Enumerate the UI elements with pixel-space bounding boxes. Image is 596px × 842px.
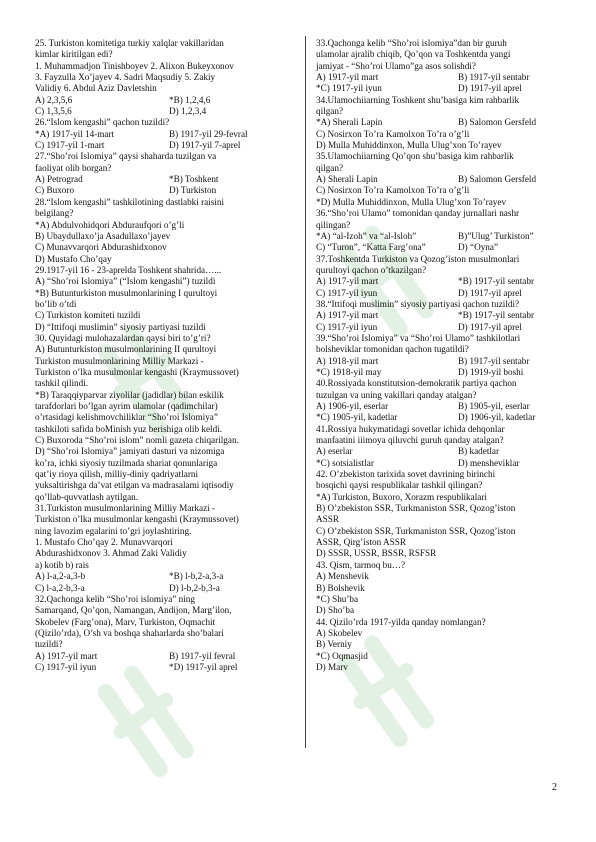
- text-line: tarafdorlari bo’lgan ayrim ulamolar (qadimchilar): [35, 401, 218, 411]
- text-line: 36.“Sho’roi Ulamo” tomonidan qanday jurnallari nashr: [316, 208, 520, 219]
- answer-row: [35, 106, 297, 117]
- answer-option: B) 1917-yil sentabr: [458, 355, 530, 366]
- text-line: 37.Toshkentda Turkiston va Qozog’iston musulmonlari: [316, 253, 520, 264]
- text-line: tashkil qilindi.: [35, 378, 89, 389]
- text-line: C) Nosirxon To’ra Kamolxon To’ra o’g’li: [316, 128, 470, 139]
- text-line: D) Sho’ba: [316, 605, 355, 616]
- answer-option: *B) 1,2,4,6: [169, 94, 211, 105]
- text-line: *A) Abdulvohidqori Abduraufqori o’g’li: [35, 219, 185, 230]
- text-line: D) “Ittifoqi muslimin” siyosiy partiyasi tuzildi: [35, 321, 206, 332]
- text-line: C) O’zbekiston SSR, Turkmaniston SSR, Qozog’iston: [316, 525, 516, 536]
- answer-row: [316, 401, 566, 412]
- text-line: qilingan?: [316, 219, 351, 230]
- text-line: 34.Ulamochiiarning Toshkent shu’basiga kim rahbarlik: [316, 94, 520, 105]
- text-line: C) Turkiston komiteti tuzildi: [35, 310, 141, 321]
- answer-option: *A) Sherali Lapin: [316, 117, 383, 128]
- answer-option: B) Salomon Gersfeld: [458, 174, 537, 185]
- answer-option: C) l-a,2-b,3-a: [35, 582, 85, 593]
- text-line: ning lavozim egalarini to’gri joylashtiring.: [35, 525, 192, 536]
- answer-row: [316, 83, 566, 94]
- text-line: 29.1917-yil 16 - 23-aprelda Toshkent shahrida…...: [35, 264, 222, 275]
- text-line: qat’iy rioya qilish, milliy-diniy qadriyatlarni: [35, 469, 199, 480]
- text-line: (Qizilo’rda), O’sh va boshqa shaharlarda sho’balari: [35, 627, 224, 638]
- answer-option: A) eserlar: [316, 446, 353, 457]
- text-line: 43. Qism, tarmoq bu…?: [316, 559, 406, 570]
- answer-option: *C) sotsialistlar: [316, 457, 374, 468]
- text-line: B) O’zbekiston SSR, Turkmaniston SSR, Qozog’iston: [316, 503, 516, 514]
- text-line: 25. Turkiston komitetiga turkiy xalqlar vakillaridan: [35, 38, 224, 48]
- answer-row: [316, 72, 566, 83]
- answer-option: *C) 1917-yil iyun: [316, 83, 382, 94]
- answer-option: C) “Turon”, “Katta Farg’ona”: [316, 242, 426, 253]
- text-line: ASSR: [316, 514, 339, 525]
- text-line: manfaatini iiimoya qiluvchi guruh qanday atalgan?: [316, 435, 504, 446]
- text-line: *B) Taraqqiyparvar ziyolilar (jadidlar) bilan eskilik: [35, 389, 224, 400]
- answer-option: D) 1917-yil aprel: [458, 83, 522, 94]
- answer-option: A) 1918-yil mart: [316, 355, 379, 366]
- text-line: A) Skobelev: [316, 627, 363, 638]
- text-line: qurultoyi qachon o’tkazilgan?: [316, 264, 427, 275]
- text-line: A) Menshevik: [316, 571, 369, 582]
- answer-option: *B) 1917-yil sentabr: [458, 276, 535, 287]
- answer-row: [35, 651, 297, 662]
- answer-option: B)”Ulug’ Turkiston”: [458, 230, 534, 241]
- text-line: D) “Sho’roi Islomiya” jamiyati dasturi va nizomiga: [35, 446, 225, 457]
- text-line: B) Bolshevik: [316, 582, 365, 593]
- answer-option: D) 1917-yil aprel: [458, 321, 522, 332]
- text-line: 32.Qachonga kelib “Sho’roi islomiya” ning: [35, 593, 195, 604]
- text-line: qo’llab-quvvatlash aytilgan.: [35, 491, 139, 502]
- right-column: [316, 38, 566, 673]
- answer-option: A) 2,3,5,6: [35, 94, 73, 105]
- answer-option: B) 1917-yil sentabr: [458, 72, 530, 83]
- text-line: 31.Turkiston musulmonlarining Milliy Markazi -: [35, 503, 216, 514]
- answer-option: D) mensheviklar: [458, 457, 520, 468]
- answer-option: C) Buxoro: [35, 185, 75, 196]
- text-line: bo’lib o’tdi: [35, 298, 77, 309]
- text-line: *D) Mulla Muhiddinxon, Mulla Ulug’xon To’rayev: [316, 196, 507, 207]
- answer-option: *C) 1905-yil, kadetlar: [316, 412, 398, 423]
- text-line: a) kotib b) rais: [35, 559, 89, 570]
- answer-option: C) 1917-yil iyun: [35, 661, 97, 672]
- answer-row: [35, 129, 297, 140]
- answer-row: [316, 310, 566, 321]
- text-line: belgilang?: [35, 208, 74, 219]
- text-line: 1. Mustafo Cho’qay 2. Munavvarqori: [35, 537, 173, 548]
- text-line: qilgan?: [316, 162, 344, 173]
- text-line: tuzildi?: [35, 639, 63, 650]
- answer-row: [316, 322, 566, 333]
- text-line: B) Verniy: [316, 639, 352, 650]
- left-column: [35, 38, 297, 673]
- answer-row: [316, 458, 566, 469]
- text-line: C) Buxoroda “Sho’roi islom” nomli gazeta chiqarilgan.: [35, 435, 239, 446]
- text-line: D) Mulla Muhiddinxon, Mulla Ulug’xon To’rayev: [316, 140, 502, 151]
- text-line: 42. O’zbekiston tarixida sovet davrining birinchi: [316, 469, 496, 480]
- text-line: tuzulgan va uning vakillari qanday atalgan?: [316, 389, 477, 400]
- text-line: Turkiston musulmonlarining Milliy Markazi -: [35, 355, 204, 366]
- answer-option: A) Petrograd: [35, 174, 83, 185]
- text-line: D) Marv: [316, 661, 348, 672]
- answer-option: A) 1917-yil mart: [316, 276, 379, 287]
- text-line: 35.Ulamochiiarning Qo’qon shu’basiga kim rahbarlik: [316, 151, 514, 162]
- answer-option: A) 1917-yil mart: [316, 310, 379, 321]
- text-line: Turkiston o’lka musulmonlar kengashi (Kraymussovet): [35, 514, 239, 525]
- text-line: A) Butunturkiston musulmonlarining II qurultoyi: [35, 344, 217, 355]
- text-line: A) “Sho’roi Islomiya” (“Islom kengashi”) tuzildi: [35, 276, 216, 287]
- text-line: 38.“Ittifoqi muslimin” siyosiy partiyasi qachon tuzildi?: [316, 298, 520, 309]
- answer-row: [316, 117, 566, 128]
- answer-option: A) 1917-yil mart: [316, 72, 379, 83]
- answer-option: B) 1917-yil fevral: [169, 650, 236, 661]
- answer-option: D) 1917-yil aprel: [458, 287, 522, 298]
- answer-option: D) l-b,2-b,3-a: [169, 582, 220, 593]
- answer-row: [35, 140, 297, 151]
- answer-row: [316, 446, 566, 457]
- text-line: *C) Shu’ba: [316, 593, 359, 604]
- answer-row: [316, 367, 566, 378]
- text-line: 39.“Sho’roi Islomiya” va “Sho’roi Ulamo” tashkilotlari: [316, 332, 521, 343]
- answer-row: [316, 356, 566, 367]
- text-line: ulamolar ajralib chiqib, Qo’qon va Toshkentda yangi: [316, 49, 511, 60]
- text-line: o’rtasidagi kelishmovchiliklar “Sho’roi Islomiya”: [35, 412, 218, 423]
- answer-option: A) 1906-yil, eserlar: [316, 401, 389, 411]
- text-line: jamiyat - “Sho’roi Ulamo”ga asos solishdi?: [316, 60, 476, 71]
- text-line: 3. Fayzulla Xo’jayev 4. Sadri Maqsudiy 5. Zakiy: [35, 72, 216, 83]
- answer-option: *A) 1917-yil 14-mart: [35, 128, 115, 139]
- column-divider: [305, 36, 306, 748]
- text-line: 40.Rossiyada konstitutsion-demokratik partiya qachon: [316, 378, 517, 389]
- text-line: 44. Qizilo’rda 1917-yilda qanday nomlangan?: [316, 616, 486, 627]
- answer-option: D) 1919-yil boshi: [458, 366, 524, 377]
- text-line: bolsheviklar tomonidan qachon tugatildi?: [316, 344, 469, 355]
- text-line: *A) Turkiston, Buxoro, Xorazm respublikalari: [316, 491, 487, 502]
- answer-option: B) 1905-yil, eserlar: [458, 401, 530, 411]
- text-line: bosqichi qaysi respublikalar tashkil qilingan?: [316, 480, 483, 491]
- text-line: 30. Quyidagi mulohazalardan qaysi biri to’g’ri?: [35, 332, 211, 343]
- answer-option: B) 1917-yil 29-fevral: [169, 128, 248, 139]
- answer-row: [316, 231, 566, 242]
- text-line: 27.“Sho’roi Islomiya” qaysi shaharda tuzilgan va: [35, 151, 217, 162]
- text-line: ko’ra, ichki siyosiy tuzilmada shariat qonunlariga: [35, 457, 218, 468]
- page-number: 2: [552, 782, 557, 793]
- answer-row: [316, 174, 566, 185]
- text-line: qilgan?: [316, 106, 344, 117]
- answer-option: A) 1917-yil mart: [35, 650, 98, 661]
- answer-option: *A) “al-Izoh” va “al-Isloh”: [316, 230, 417, 241]
- answer-option: *B) 1917-yil sentabr: [458, 310, 535, 321]
- answer-row: [35, 662, 297, 673]
- text-line: Validiy 6. Abdul Aziz Davletshin: [35, 83, 157, 94]
- answer-option: D) Turkiston: [169, 185, 217, 196]
- text-line: 33.Qachonga kelib “Sho’roi islomiya”dan bir guruh: [316, 38, 507, 48]
- text-line: Samarqand, Qo’qon, Namangan, Andijon, Marg’ilon,: [35, 605, 232, 616]
- answer-option: C) 1917-yil 1-mart: [35, 140, 105, 151]
- answer-option: A) Sherali Lapin: [316, 174, 378, 185]
- text-line: kimlar kiritilgan edi?: [35, 49, 113, 60]
- text-line: C) Nosirxon To’ra Kamolxon To’ra o’g’li: [316, 185, 470, 196]
- answer-row: [316, 288, 566, 299]
- answer-option: B) Salomon Gersfeld: [458, 117, 537, 128]
- answer-row: [316, 276, 566, 287]
- answer-option: C) 1917-yil iyun: [316, 287, 378, 298]
- answer-option: D) 1,2,3,4: [169, 106, 207, 117]
- answer-option: B) kadetlar: [458, 446, 500, 457]
- text-line: 26.“Islom kengashi” qachon tuzildi?: [35, 117, 170, 128]
- answer-option: D) 1906-yil, kadetlar: [458, 412, 536, 423]
- answer-row: [35, 95, 297, 106]
- text-line: ASSR, Qirg’iston ASSR: [316, 537, 406, 548]
- answer-row: [35, 185, 297, 196]
- text-line: D) SSSR, USSR, BSSR, RSFSR: [316, 548, 437, 559]
- answer-option: *B) Toshkent: [169, 174, 219, 185]
- text-line: *B) Butunturkiston musulmonlarining I qurultoyi: [35, 287, 218, 298]
- text-line: *C) Oqmasjid: [316, 650, 368, 661]
- text-line: C) Munavvarqori Abdurashidxonov: [35, 242, 167, 253]
- text-line: Abdurashidxonov 3. Ahmad Zaki Validiy: [35, 548, 187, 559]
- text-line: Skobelev (Farg’ona), Marv, Turkiston, Oqmachit: [35, 616, 216, 627]
- answer-row: [316, 412, 566, 423]
- answer-row: [316, 242, 566, 253]
- text-line: faoliyat olib borgan?: [35, 162, 112, 173]
- text-line: yuksaltirishga da’vat etilgan va madrasalami iqtisodiy: [35, 480, 234, 491]
- answer-row: [35, 174, 297, 185]
- answer-option: *C) 1918-yil may: [316, 366, 382, 377]
- answer-option: A) l-a,2-a,3-b: [35, 571, 86, 582]
- text-line: Turkiston o’lka musulmonlar kengashi (Kraymussovet): [35, 366, 239, 377]
- text-line: 1. Muhammadjon Tinishboyev 2. Alixon Bukeyxonov: [35, 60, 234, 71]
- text-line: 41.Rossiya hukymatidagi sovetlar ichida dehqonlar: [316, 423, 505, 434]
- answer-row: [35, 583, 297, 594]
- answer-option: C) 1,3,5,6: [35, 106, 72, 117]
- answer-option: *D) 1917-yil aprel: [169, 661, 238, 672]
- answer-option: D) “Oyna”: [458, 242, 499, 253]
- answer-option: D) 1917-yil 7-aprel: [169, 140, 241, 151]
- answer-option: C) 1917-yil iyun: [316, 321, 378, 332]
- text-line: B) Ubaydullaxo’ja Asadullaxo’jayev: [35, 230, 171, 241]
- answer-row: [35, 571, 297, 582]
- answer-option: *B) l-b,2-a,3-a: [169, 571, 224, 582]
- text-line: 28.“Islom kengashi” tashkilotining dastlabki raisini: [35, 196, 225, 207]
- text-line: tashkiloti safida boMinish yuz berishiga olib keldi.: [35, 423, 223, 434]
- text-line: D) Mustafo Cho’qay: [35, 253, 112, 264]
